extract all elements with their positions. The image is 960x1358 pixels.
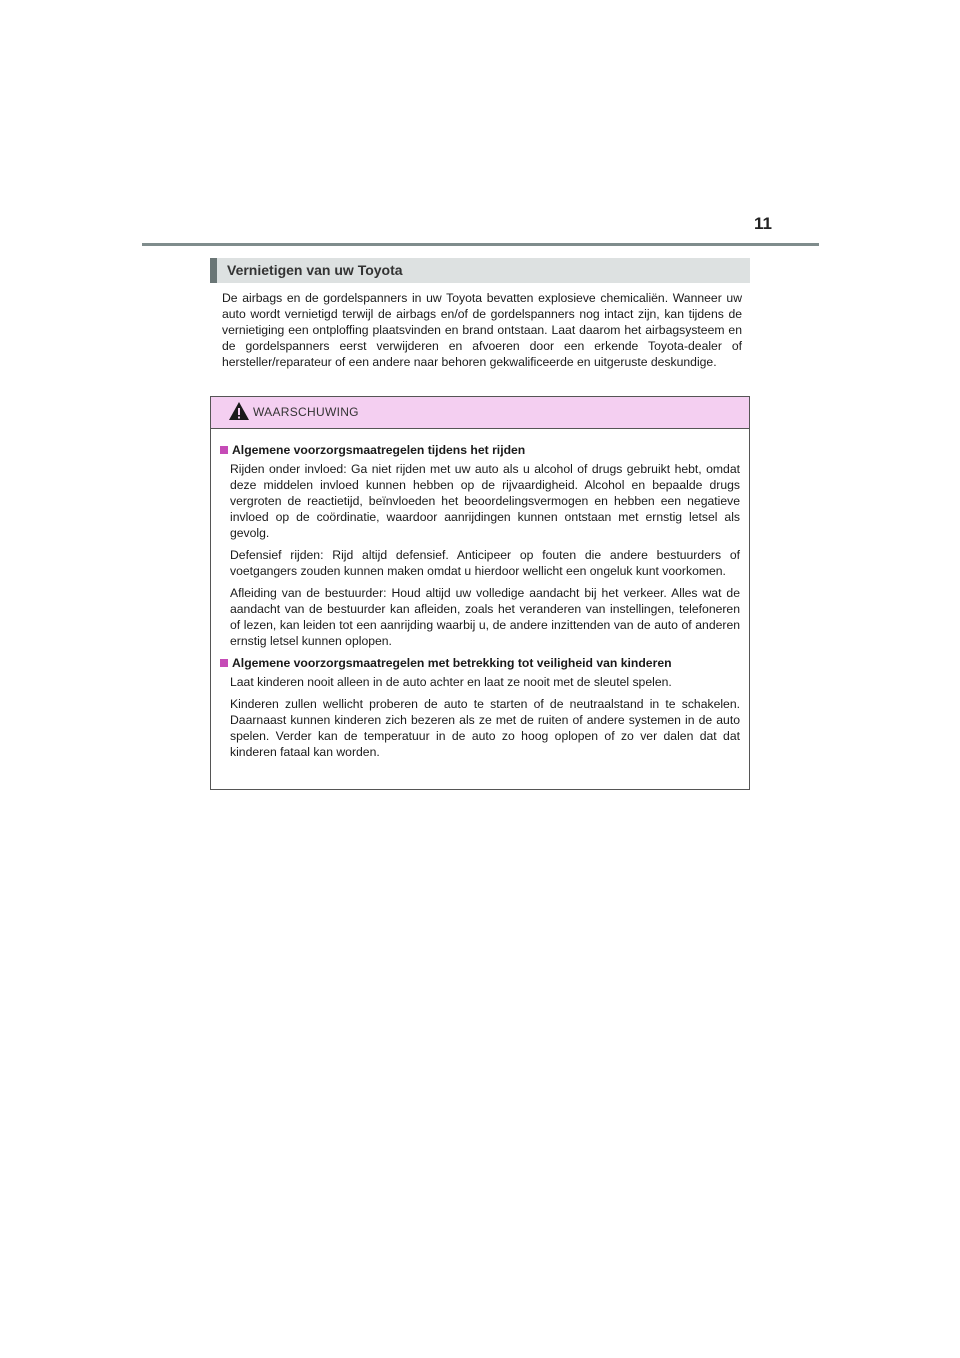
- warning-header: [211, 397, 749, 429]
- warning-paragraph: Laat kinderen nooit alleen in de auto achter en laat ze nooit met de sleutel spelen.: [230, 675, 672, 689]
- warning-paragraph: Rijden onder invloed: Ga niet rijden met uw auto als u alcohol of drugs gebruikt hebt, omdat deze middelen invloed kunnen hebben op de rijvaardigheid. Alcohol en bepaalde drugs vergroten de reactietijd, beïnvloeden het beoordelingsvermogen en hebben een negatieve invloed op de coördinatie, waardoor aanrijdingen kunnen ontstaan met ernstig letsel als gevolg.: [230, 462, 740, 540]
- warning-label: WAARSCHUWING: [253, 405, 359, 419]
- warning-triangle-icon: [228, 401, 250, 421]
- warning-section-heading-text: Algemene voorzorgsmaatregelen tijdens het rijden: [232, 443, 526, 457]
- section-title: Vernietigen van uw Toyota: [227, 262, 403, 278]
- warning-paragraph: Defensief rijden: Rijd altijd defensief. Anticipeer op fouten die andere bestuurders of voetgangers zouden kunnen maken omdat u hierdoor wellicht een ongeluk kunt voorkomen.: [230, 548, 740, 578]
- page-number: 11: [754, 214, 772, 233]
- warning-section-heading-text: Algemene voorzorgsmaatregelen met betrekking tot veiligheid van kinderen: [232, 656, 672, 670]
- section-header: [210, 258, 750, 283]
- bullet-square-icon: [220, 446, 228, 454]
- bullet-square-icon: [220, 659, 228, 667]
- warning-body: [211, 429, 749, 760]
- warning-section-heading: [220, 655, 740, 671]
- intro-paragraph: De airbags en de gordelspanners in uw Toyota bevatten explosieve chemicaliën. Wanneer uw auto wordt vernietigd terwijl de airbags en/of de gordelspanners nog intact zijn, kan tijdens de vernietiging een ontploffing plaatsvinden en brand ontstaan. Laat daarom het airbagsysteem en de gordelspanners eerst verwijderen en afvoeren door een erkende Toyota-dealer of hersteller/reparateur of een andere naar behoren gekwalificeerde en uitgeruste deskundige.: [222, 291, 742, 369]
- warning-paragraph: Kinderen zullen wellicht proberen de auto te starten of de neutraalstand in te schakelen. Daarnaast kunnen kinderen zich bezeren als ze met de ruiten of andere systemen in de auto spelen. Verder kan de temperatuur in de auto zo hoog oplopen of zo ver dalen dat dat kinderen fataal kan worden.: [230, 697, 740, 759]
- warning-paragraph: Afleiding van de bestuurder: Houd altijd uw volledige aandacht bij het verkeer. Alles wat de aandacht van de bestuurder kan afleiden, zoals het veranderen van instellingen, telefoneren of lezen, kan leiden tot een aanrijding waarbij u, de andere inzittenden van de auto of anderen ernstig letsel kunnen oplopen.: [230, 586, 740, 648]
- top-rule: [142, 243, 819, 246]
- warning-section-heading: [220, 442, 740, 458]
- warning-box: [210, 396, 750, 790]
